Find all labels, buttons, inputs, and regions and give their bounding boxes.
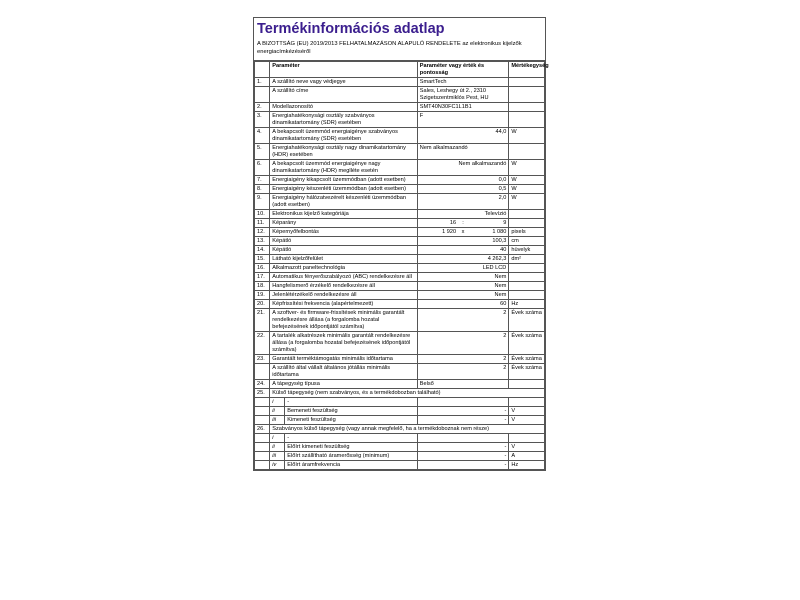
row-value: 40: [417, 246, 509, 255]
row-unit: W: [509, 160, 545, 176]
row-unit: W: [509, 194, 545, 210]
row-unit: Évek száma: [509, 355, 545, 364]
psu-item-unit: Hz: [509, 461, 545, 470]
row-value: 4 262,3: [417, 255, 509, 264]
psu-item-index: iv: [270, 461, 285, 469]
row-number: 25.: [255, 389, 270, 398]
row-number: 12.: [255, 228, 270, 237]
table-row: [255, 112, 545, 128]
row-value: 0,0: [417, 176, 509, 185]
row-unit: Hz: [509, 300, 545, 309]
row-parameter: Modellazonosító: [270, 103, 418, 112]
split-part: x: [461, 228, 465, 235]
psu-item-parameter: -: [285, 398, 417, 406]
psu-item-cell: [270, 461, 418, 470]
psu-item-row: [255, 443, 545, 452]
row-number-empty: [255, 416, 270, 425]
row-parameter: A szoftver- és firmware-frissítések minimális garantált rendelkezésre állása (a forgalomba hozatal befejezésének időpontjától számítva): [270, 309, 418, 332]
row-number: 11.: [255, 219, 270, 228]
table-row: [255, 128, 545, 144]
split-part: 9: [503, 219, 507, 226]
header-parameter: Paraméter: [270, 62, 418, 78]
row-unit: [509, 87, 545, 103]
row-parameter: A tápegység típusa: [270, 380, 418, 389]
table-row: [255, 246, 545, 255]
row-value: Sales, Leshegy út 2., 2310 Szigetszentmiklós Pest, HU: [417, 87, 509, 103]
table-row: [255, 103, 545, 112]
row-number: 5.: [255, 144, 270, 160]
sheet-subtitle: A BIZOTTSÁG (EU) 2019/2013 FELHATALMAZÁSON ALAPULÓ RENDELETE az elektronikus kijelzők energiacímkézéséről: [254, 40, 545, 61]
row-number: 17.: [255, 273, 270, 282]
header-number-cell: [255, 62, 270, 78]
row-value: Nem: [417, 273, 509, 282]
psu-item-row: [255, 416, 545, 425]
table-row: [255, 87, 545, 103]
psu-header-row: [255, 389, 545, 398]
psu-item-parameter: Bemeneti feszültség: [285, 407, 417, 415]
row-parameter: Elektronikus kijelző kategóriája: [270, 210, 418, 219]
psu-item-value: -: [417, 407, 509, 416]
row-parameter: Automatikus fényerőszabályozó (ABC) rendelkezésre áll: [270, 273, 418, 282]
row-value: [417, 219, 509, 228]
split-part: :: [462, 219, 464, 226]
row-number: 19.: [255, 291, 270, 300]
table-row: [255, 380, 545, 389]
row-value: 60: [417, 300, 509, 309]
row-parameter: A bekapcsolt üzemmód energiaigénye nagy dinamikatartomány (HDR) meglléte esetén: [270, 160, 418, 176]
psu-item-cell: [270, 452, 418, 461]
psu-item-value: -: [417, 416, 509, 425]
table-row: [255, 355, 545, 364]
row-unit: Évek száma: [509, 364, 545, 380]
row-number-empty: [255, 407, 270, 416]
psu-item-value: [417, 398, 509, 407]
psu-item-value: -: [417, 461, 509, 470]
psu-item-unit: V: [509, 407, 545, 416]
psu-item-value: [417, 434, 509, 443]
psu-item-index: i: [270, 434, 285, 442]
row-parameter: Hangfelismerő érzékelő rendelkezésre áll: [270, 282, 418, 291]
psu-item-cell: [270, 434, 418, 443]
table-row: [255, 194, 545, 210]
row-unit: [509, 291, 545, 300]
row-number-empty: [255, 434, 270, 443]
table-row: [255, 228, 545, 237]
psu-item-cell: [270, 416, 418, 425]
row-value: SmartTech: [417, 78, 509, 87]
parameter-table: [254, 61, 549, 470]
row-parameter: Képfrissítési frekvencia (alapértelmezett): [270, 300, 418, 309]
psu-item-index: ii: [270, 407, 285, 415]
row-number: 16.: [255, 264, 270, 273]
psu-item-parameter: Előírt szállítható áramerősség (minimum): [285, 452, 417, 460]
table-row: [255, 273, 545, 282]
table-row: [255, 176, 545, 185]
row-value: 100,3: [417, 237, 509, 246]
row-unit: cm: [509, 237, 545, 246]
psu-header-row: [255, 425, 545, 434]
psu-item-row: [255, 461, 545, 470]
row-number: 13.: [255, 237, 270, 246]
row-number: 6.: [255, 160, 270, 176]
table-header-row: [255, 62, 545, 78]
row-unit: [509, 264, 545, 273]
row-unit: [509, 144, 545, 160]
row-number-empty: [255, 398, 270, 407]
row-number: 23.: [255, 355, 270, 364]
row-value: Televízió: [417, 210, 509, 219]
header-unit: Mértékegység: [509, 62, 545, 78]
row-parameter: Garantált terméktámogatás minimális időtartama: [270, 355, 418, 364]
row-value: Nem: [417, 291, 509, 300]
row-number: [255, 87, 270, 103]
row-number: 14.: [255, 246, 270, 255]
row-value: 2: [417, 309, 509, 332]
row-number: 18.: [255, 282, 270, 291]
row-number: 2.: [255, 103, 270, 112]
psu-item-cell: [270, 443, 418, 452]
row-number: 21.: [255, 309, 270, 332]
table-row: [255, 237, 545, 246]
psu-item-parameter: Kimeneti feszültség: [285, 416, 417, 424]
row-parameter: Energiaigény készenléti üzemmódban (adott esetben): [270, 185, 418, 194]
psu-label: Szabványos külső tápegység (vagy annak megfelelő, ha a termékdoboznak nem része): [270, 425, 545, 434]
row-value: F: [417, 112, 509, 128]
row-parameter: A szállító által vállalt általános jótállás minimális időtartama: [270, 364, 418, 380]
split-value: [420, 229, 507, 236]
psu-item-cell: [270, 407, 418, 416]
row-parameter: A bekapcsolt üzemmód energiaigénye szabványos dinamikatartomány (SDR) esetében: [270, 128, 418, 144]
row-number: [255, 364, 270, 380]
row-parameter: Képátló: [270, 246, 418, 255]
psu-item-parameter: Előírt kimeneti feszültség: [285, 443, 417, 451]
row-unit: Évek száma: [509, 332, 545, 355]
header-value: Paraméter vagy érték és pontosság: [417, 62, 509, 78]
row-unit: W: [509, 185, 545, 194]
psu-item-row: [255, 407, 545, 416]
psu-item-row: [255, 452, 545, 461]
row-unit: [509, 380, 545, 389]
row-parameter: A szállító címe: [270, 87, 418, 103]
row-value: Nem: [417, 282, 509, 291]
row-value: 44,0: [417, 128, 509, 144]
row-unit: [509, 103, 545, 112]
psu-item-unit: [509, 434, 545, 443]
row-number: 20.: [255, 300, 270, 309]
row-value: 2,0: [417, 194, 509, 210]
psu-item-unit: V: [509, 443, 545, 452]
row-unit: [509, 273, 545, 282]
row-value: LED LCD: [417, 264, 509, 273]
row-unit: dm²: [509, 255, 545, 264]
table-row: [255, 210, 545, 219]
row-number: 24.: [255, 380, 270, 389]
row-unit: W: [509, 176, 545, 185]
row-number: 15.: [255, 255, 270, 264]
psu-item-row: [255, 434, 545, 443]
row-value: Nem alkalmazandó: [417, 160, 509, 176]
sheet-title: Termékinformációs adatlap: [257, 21, 445, 37]
row-value: Belső: [417, 380, 509, 389]
psu-item-value: -: [417, 452, 509, 461]
row-parameter: Energiaigény hálózatvezérelt készenléti üzemmódban (adott esetben): [270, 194, 418, 210]
table-row: [255, 255, 545, 264]
row-unit: [509, 282, 545, 291]
table-row: [255, 309, 545, 332]
row-parameter: Energiahatékonysági osztály szabványos dinamikatartomány (SDR) esetében: [270, 112, 418, 128]
row-number: 10.: [255, 210, 270, 219]
psu-item-parameter: Előírt áramfrekvencia: [285, 461, 417, 469]
table-row: [255, 300, 545, 309]
row-value: 2: [417, 332, 509, 355]
row-number: 1.: [255, 78, 270, 87]
row-unit: [509, 112, 545, 128]
row-value: 2: [417, 355, 509, 364]
row-parameter: Látható kijelzőfelület: [270, 255, 418, 264]
table-row: [255, 78, 545, 87]
row-number: 22.: [255, 332, 270, 355]
row-value: Nem alkalmazandó: [417, 144, 509, 160]
table-row: [255, 332, 545, 355]
row-parameter: Energiaigény kikapcsolt üzemmódban (adott esetben): [270, 176, 418, 185]
row-parameter: Képarány: [270, 219, 418, 228]
row-value: [417, 228, 509, 237]
table-row: [255, 160, 545, 176]
psu-item-row: [255, 398, 545, 407]
split-part: 16: [449, 219, 457, 226]
table-row: [255, 185, 545, 194]
row-number: 26.: [255, 425, 270, 434]
table-row: [255, 144, 545, 160]
psu-item-unit: A: [509, 452, 545, 461]
psu-item-index: ii: [270, 443, 285, 451]
row-unit: [509, 219, 545, 228]
table-row: [255, 282, 545, 291]
row-number: 9.: [255, 194, 270, 210]
row-number: 4.: [255, 128, 270, 144]
row-unit: [509, 210, 545, 219]
row-parameter: Alkalmazott paneltechnológia: [270, 264, 418, 273]
row-unit: hüvelyk: [509, 246, 545, 255]
row-unit: [509, 78, 545, 87]
psu-item-index: i: [270, 398, 285, 406]
row-number-empty: [255, 452, 270, 461]
psu-item-unit: [509, 398, 545, 407]
table-row: [255, 264, 545, 273]
row-unit: W: [509, 128, 545, 144]
row-parameter: A szállító neve vagy védjegye: [270, 78, 418, 87]
split-value: [420, 220, 507, 227]
product-info-sheet: [253, 17, 549, 471]
row-value: SMT40N30FC1L1B1: [417, 103, 509, 112]
psu-item-parameter: -: [285, 434, 417, 442]
psu-item-value: -: [417, 443, 509, 452]
psu-item-unit: V: [509, 416, 545, 425]
row-number-empty: [255, 443, 270, 452]
row-value: 0,5: [417, 185, 509, 194]
row-parameter: Energiahatékonysági osztály nagy dinamikatartomány (HDR) esetében: [270, 144, 418, 160]
row-unit: pixels: [509, 228, 545, 237]
psu-item-index: iii: [270, 452, 285, 460]
row-number-empty: [255, 461, 270, 470]
row-number: 3.: [255, 112, 270, 128]
row-number: 8.: [255, 185, 270, 194]
psu-item-index: iii: [270, 416, 285, 424]
split-part: 1 920: [442, 228, 457, 235]
row-parameter: A tartalék alkatrészek minimális garantált rendelkezésre állása (a forgalomba hozatal befejezésének időpontjától számítva): [270, 332, 418, 355]
row-value: 2: [417, 364, 509, 380]
table-row: [255, 291, 545, 300]
psu-label: Külső tápegység (nem szabványos, és a termékdobozban található): [270, 389, 545, 398]
row-parameter: Képernyőfelbontás: [270, 228, 418, 237]
row-parameter: Jelenlétérzékelő rendelkezésre áll: [270, 291, 418, 300]
row-number: 7.: [255, 176, 270, 185]
split-part: 1 080: [492, 228, 507, 235]
row-parameter: Képátló: [270, 237, 418, 246]
table-row: [255, 364, 545, 380]
table-row: [255, 219, 545, 228]
row-unit: Évek száma: [509, 309, 545, 332]
psu-item-cell: [270, 398, 418, 407]
